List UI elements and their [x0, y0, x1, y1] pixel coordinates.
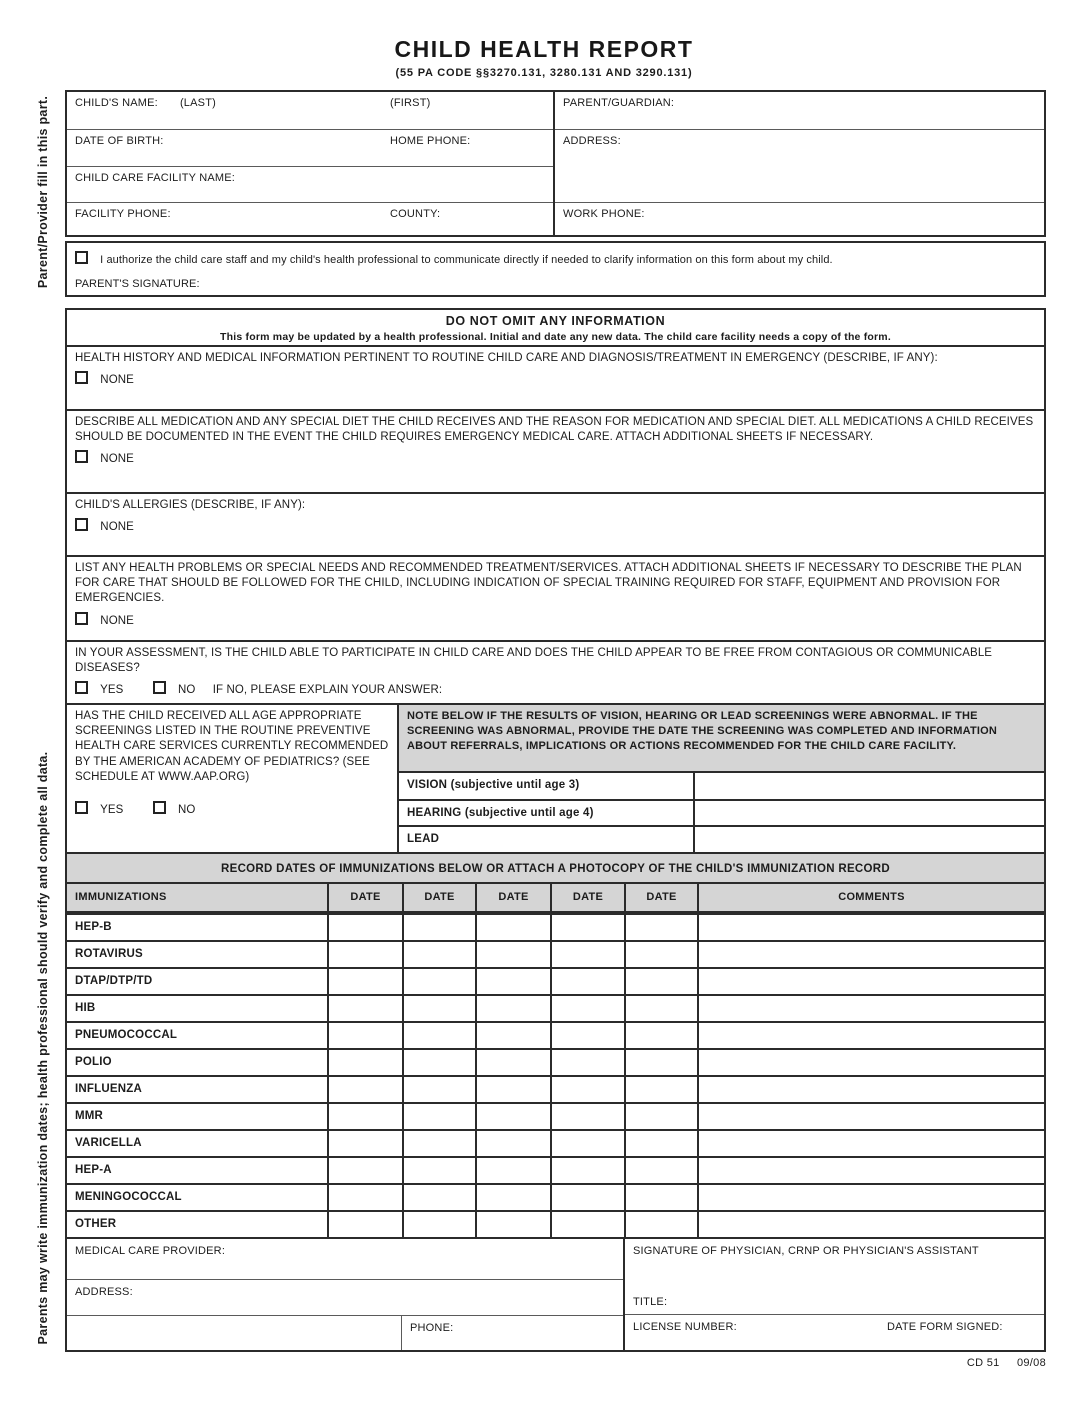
screenings-note: NOTE BELOW IF THE RESULTS OF VISION, HEARING OR LEAD SCREENINGS WERE ABNORMAL. IF THE SCREENING WAS ABNORMAL, PROVIDE THE DATE THE SCREENING WAS COMPLETED AND INFORMATION ABOUT REFERRALS, IMPLICATIONS OR ACTIONS RECOMMENDED FOR THE CHILD CARE FACILITY. — [399, 705, 1044, 771]
address-label: ADDRESS: — [563, 135, 621, 147]
vaccine-label: MENINGOCOCCAL — [75, 1191, 182, 1203]
date-cell[interactable] — [402, 1158, 475, 1183]
screenings-results-cell — [399, 705, 1044, 852]
none-checkbox[interactable] — [75, 612, 88, 625]
section-health-problems[interactable] — [67, 555, 1044, 640]
health-history-none-option — [75, 371, 1036, 388]
date-cell[interactable] — [475, 942, 550, 967]
date-cell[interactable] — [624, 915, 697, 940]
none-checkbox[interactable] — [75, 371, 88, 384]
date-cell[interactable] — [327, 1131, 402, 1156]
none-label: NONE — [100, 521, 134, 534]
vaccine-label: OTHER — [75, 1218, 117, 1230]
assessment-options — [75, 681, 1036, 698]
parent-signature-label: PARENT'S SIGNATURE: — [75, 278, 200, 290]
vaccine-label: PNEUMOCOCCAL — [75, 1029, 178, 1041]
notice-subheading: This form may be updated by a health professional. Initial and date any new data. The child care facility needs a copy of the form. — [220, 330, 891, 343]
date-cell[interactable] — [550, 942, 624, 967]
date-cell[interactable] — [550, 1077, 624, 1102]
comments-cell[interactable] — [697, 915, 1044, 940]
comments-cell[interactable] — [697, 1023, 1044, 1048]
comments-cell[interactable] — [697, 1077, 1044, 1102]
comments-column-header: COMMENTS — [697, 884, 1044, 911]
authorization-text: I authorize the child care staff and my child's health professional to communicate directly if needed to clarify information on this form about my child. — [100, 254, 833, 266]
no-label: NO — [178, 803, 196, 816]
date-cell[interactable] — [550, 1185, 624, 1210]
date-cell[interactable] — [327, 915, 402, 940]
yes-label: YES — [100, 684, 124, 697]
license-date-row[interactable] — [625, 1314, 1044, 1350]
provider-phone-field[interactable] — [402, 1316, 623, 1350]
comments-cell[interactable] — [697, 1212, 1044, 1237]
explain-answer-label: IF NO, PLEASE EXPLAIN YOUR ANSWER: — [212, 684, 443, 697]
form-revision: 09/08 — [1016, 1357, 1046, 1369]
date-cell[interactable] — [327, 1212, 402, 1237]
identity-table — [65, 90, 1046, 237]
authorize-checkbox[interactable] — [75, 251, 88, 264]
identity-left-column — [67, 92, 555, 235]
health-problems-prompt: LIST ANY HEALTH PROBLEMS OR SPECIAL NEEDS AND RECOMMENDED TREATMENT/SERVICES. ATTACH ADDITIONAL SHEETS IF NECESSARY TO DESCRIBE THE PLAN FOR CARE THAT SHOULD BE FOLLOWED FOR THE CHILD, INCLUDING INDICATION OF SPECIAL TRAINING REQUIRED FOR STAFF, EQUIPMENT AND PROVISION FOR EMERGENCIES. — [75, 562, 1022, 605]
date-cell[interactable] — [402, 1077, 475, 1102]
vaccine-label: MMR — [75, 1110, 104, 1122]
physician-title-label: TITLE: — [633, 1296, 668, 1309]
date-cell[interactable] — [402, 1023, 475, 1048]
medication-none-option — [75, 450, 1036, 467]
vaccine-label: ROTAVIRUS — [75, 948, 143, 960]
health-information-box — [65, 308, 1046, 1352]
work-phone-label: WORK PHONE: — [563, 208, 645, 220]
yes-label: YES — [100, 803, 124, 816]
date-cell[interactable] — [402, 969, 475, 994]
date-form-signed-label: DATE FORM SIGNED: — [887, 1321, 1003, 1333]
screenings-options — [75, 801, 389, 818]
date-column-header: DATE — [550, 884, 624, 911]
section-assessment[interactable] — [67, 640, 1044, 703]
child-name-label: CHILD'S NAME: — [75, 97, 158, 109]
lead-result-field[interactable] — [695, 827, 1044, 852]
physician-signature-label: SIGNATURE OF PHYSICIAN, CRNP OR PHYSICIAN'S ASSISTANT — [633, 1245, 979, 1257]
date-cell[interactable] — [550, 915, 624, 940]
provider-right-column — [623, 1239, 1044, 1350]
health-history-prompt: HEALTH HISTORY AND MEDICAL INFORMATION PERTINENT TO ROUTINE CHILD CARE AND DIAGNOSIS/TREATMENT IN EMERGENCY (DESCRIBE, IF ANY): — [75, 352, 938, 364]
date-cell[interactable] — [550, 996, 624, 1021]
date-cell[interactable] — [550, 1158, 624, 1183]
form-number-footer — [65, 1357, 1046, 1369]
physician-signature-field[interactable] — [625, 1239, 1044, 1314]
date-cell[interactable] — [327, 1050, 402, 1075]
date-column-header: DATE — [624, 884, 697, 911]
margin-note-parent-provider: Parent/Provider fill in this part. — [36, 95, 50, 289]
no-label: NO — [178, 684, 196, 697]
comments-cell[interactable] — [697, 969, 1044, 994]
immunization-row-dtap — [67, 967, 1044, 994]
vaccine-label: INFLUENZA — [75, 1083, 142, 1095]
provider-address-field[interactable] — [67, 1279, 623, 1315]
address-field[interactable] — [555, 129, 1044, 202]
vision-row — [399, 771, 1044, 799]
medical-care-provider-field[interactable] — [67, 1239, 623, 1279]
provider-left-column — [67, 1239, 623, 1350]
immunization-header-row — [67, 882, 1044, 911]
date-cell[interactable] — [475, 1023, 550, 1048]
none-checkbox[interactable] — [75, 450, 88, 463]
no-checkbox[interactable] — [153, 801, 166, 814]
facility-name-field[interactable] — [67, 166, 553, 202]
date-cell[interactable] — [550, 1104, 624, 1129]
date-cell[interactable] — [327, 1023, 402, 1048]
license-number-label: LICENSE NUMBER: — [633, 1321, 737, 1333]
date-cell[interactable] — [402, 1212, 475, 1237]
date-cell[interactable] — [402, 996, 475, 1021]
date-cell[interactable] — [327, 1077, 402, 1102]
date-cell[interactable] — [327, 1158, 402, 1183]
home-phone-label: HOME PHONE: — [390, 135, 471, 147]
lead-row — [399, 825, 1044, 852]
vaccine-label: HEP-A — [75, 1164, 112, 1176]
screenings-question-cell — [67, 705, 399, 852]
date-cell[interactable] — [402, 1185, 475, 1210]
date-cell[interactable] — [327, 1185, 402, 1210]
date-cell[interactable] — [475, 1104, 550, 1129]
comments-cell[interactable] — [697, 996, 1044, 1021]
aap-link[interactable]: WWW.AAP.ORG — [158, 770, 246, 783]
page-subtitle: (55 PA CODE §§3270.131, 3280.131 AND 3290.131) — [395, 67, 693, 79]
immunization-row-meningococcal — [67, 1183, 1044, 1210]
margin-note-immunization-dates: Parents may write immunization dates; health professional should verify and complete all data. — [36, 751, 50, 1345]
immunization-row-influenza — [67, 1075, 1044, 1102]
hearing-result-field[interactable] — [695, 801, 1044, 826]
none-label: NONE — [100, 374, 134, 387]
date-cell[interactable] — [475, 996, 550, 1021]
date-cell[interactable] — [475, 1050, 550, 1075]
comments-cell[interactable] — [697, 1185, 1044, 1210]
facility-phone-field[interactable] — [67, 202, 553, 235]
child-name-field[interactable] — [67, 92, 553, 129]
empty-cell — [67, 1316, 402, 1350]
date-column-header: DATE — [327, 884, 402, 911]
section-screenings — [67, 703, 1044, 852]
immunization-row-hepa — [67, 1156, 1044, 1183]
date-cell[interactable] — [624, 1077, 697, 1102]
immunization-row-mmr — [67, 1102, 1044, 1129]
medical-care-provider-label: MEDICAL CARE PROVIDER: — [75, 1245, 226, 1257]
date-cell[interactable] — [550, 1212, 624, 1237]
hearing-row — [399, 799, 1044, 826]
county-label: COUNTY: — [390, 208, 441, 220]
facility-phone-label: FACILITY PHONE: — [75, 208, 171, 220]
notice-heading: DO NOT OMIT ANY INFORMATION — [445, 314, 666, 328]
date-cell[interactable] — [624, 1050, 697, 1075]
date-cell[interactable] — [550, 1131, 624, 1156]
yes-checkbox[interactable] — [75, 801, 88, 814]
date-cell[interactable] — [402, 1131, 475, 1156]
authorization-line — [75, 251, 1036, 266]
vision-result-field[interactable] — [695, 773, 1044, 799]
date-cell[interactable] — [475, 915, 550, 940]
date-cell[interactable] — [327, 1104, 402, 1129]
date-cell[interactable] — [475, 969, 550, 994]
date-column-header: DATE — [475, 884, 550, 911]
immunization-row-rotavirus — [67, 940, 1044, 967]
screenings-question-suffix: ) — [245, 770, 250, 783]
section-medication-diet[interactable] — [67, 409, 1044, 492]
allergies-none-option — [75, 518, 1036, 535]
authorization-box — [65, 241, 1046, 297]
date-column-header: DATE — [402, 884, 475, 911]
date-cell[interactable] — [624, 1158, 697, 1183]
vision-label: VISION (subjective until age 3) — [399, 773, 695, 799]
date-cell[interactable] — [402, 1050, 475, 1075]
yes-checkbox[interactable] — [75, 681, 88, 694]
date-cell[interactable] — [402, 942, 475, 967]
form-code: CD 51 — [966, 1357, 1000, 1369]
immunization-row-other — [67, 1210, 1044, 1237]
comments-cell[interactable] — [697, 1131, 1044, 1156]
none-checkbox[interactable] — [75, 518, 88, 531]
date-cell[interactable] — [624, 1185, 697, 1210]
date-of-birth-label: DATE OF BIRTH: — [75, 135, 164, 147]
date-cell[interactable] — [327, 969, 402, 994]
lead-label: LEAD — [399, 827, 695, 852]
none-label: NONE — [100, 453, 134, 466]
immunization-banner: RECORD DATES OF IMMUNIZATIONS BELOW OR ATTACH A PHOTOCOPY OF THE CHILD'S IMMUNIZATION RECORD — [67, 852, 1044, 882]
immunizations-column-header: IMMUNIZATIONS — [75, 891, 167, 904]
date-cell[interactable] — [475, 1077, 550, 1102]
vaccine-label: DTAP/DTP/TD — [75, 975, 153, 987]
date-cell[interactable] — [550, 969, 624, 994]
no-checkbox[interactable] — [153, 681, 166, 694]
facility-name-label: CHILD CARE FACILITY NAME: — [75, 172, 236, 184]
vaccine-label: HIB — [75, 1002, 96, 1014]
date-cell[interactable] — [624, 996, 697, 1021]
immunization-table-body — [67, 911, 1044, 1237]
comments-cell[interactable] — [697, 1050, 1044, 1075]
medication-diet-prompt: DESCRIBE ALL MEDICATION AND ANY SPECIAL DIET THE CHILD RECEIVES AND THE REASON FOR MEDICATION AND SPECIAL DIET. ALL MEDICATIONS A CHILD RECEIVES SHOULD BE DOCUMENTED IN THE EVENT THE CHILD REQUIRES EMERGENCY MEDICAL CARE. ATTACH ADDITIONAL SHEETS IF NECESSARY. — [75, 416, 1034, 444]
health-problems-none-option — [75, 612, 1036, 629]
hearing-label: HEARING (subjective until age 4) — [399, 801, 695, 826]
comments-cell[interactable] — [697, 1158, 1044, 1183]
provider-phone-label: PHONE: — [410, 1322, 454, 1334]
page-title: CHILD HEALTH REPORT — [394, 36, 694, 62]
date-cell[interactable] — [624, 1104, 697, 1129]
notice-header — [67, 310, 1044, 345]
provider-phone-row — [67, 1315, 623, 1350]
vaccine-label: POLIO — [75, 1056, 112, 1068]
allergies-prompt: CHILD'S ALLERGIES (DESCRIBE, IF ANY): — [75, 499, 306, 511]
date-of-birth-field[interactable] — [67, 129, 553, 166]
first-name-label: (FIRST) — [390, 97, 431, 109]
section-health-history[interactable] — [67, 345, 1044, 409]
date-cell[interactable] — [327, 942, 402, 967]
date-cell[interactable] — [624, 1212, 697, 1237]
immunization-row-hepb — [67, 913, 1044, 940]
identity-right-column — [555, 92, 1044, 235]
date-cell[interactable] — [624, 942, 697, 967]
date-cell[interactable] — [475, 1212, 550, 1237]
parent-guardian-field[interactable] — [555, 92, 1044, 129]
provider-address-label: ADDRESS: — [75, 1286, 133, 1298]
date-cell[interactable] — [475, 1185, 550, 1210]
immunization-row-polio — [67, 1048, 1044, 1075]
date-cell[interactable] — [624, 969, 697, 994]
date-cell[interactable] — [550, 1050, 624, 1075]
immunization-row-pneumococcal — [67, 1021, 1044, 1048]
date-cell[interactable] — [402, 915, 475, 940]
provider-section — [67, 1237, 1044, 1350]
date-cell[interactable] — [402, 1104, 475, 1129]
screenings-question: HAS THE CHILD RECEIVED ALL AGE APPROPRIATE SCREENINGS LISTED IN THE ROUTINE PREVENTIVE HEALTH CARE SERVICES CURRENTLY RECOMMENDED BY THE AMERICAN ACADEMY OF PEDIATRICS? (SEE SCHEDULE AT — [75, 710, 389, 783]
work-phone-field[interactable] — [555, 202, 1044, 235]
vaccine-label: VARICELLA — [75, 1137, 142, 1149]
date-cell[interactable] — [327, 996, 402, 1021]
date-cell[interactable] — [624, 1131, 697, 1156]
date-cell[interactable] — [624, 1023, 697, 1048]
immunization-row-varicella — [67, 1129, 1044, 1156]
assessment-prompt: IN YOUR ASSESSMENT, IS THE CHILD ABLE TO PARTICIPATE IN CHILD CARE AND DOES THE CHILD APPEAR TO BE FREE FROM CONTAGIOUS OR COMMUNICABLE DISEASES? — [75, 647, 993, 675]
immunization-row-hib — [67, 994, 1044, 1021]
date-cell[interactable] — [475, 1158, 550, 1183]
date-cell[interactable] — [550, 1023, 624, 1048]
parent-guardian-label: PARENT/GUARDIAN: — [563, 97, 675, 109]
section-allergies[interactable] — [67, 492, 1044, 555]
vaccine-label: HEP-B — [75, 921, 112, 933]
date-cell[interactable] — [475, 1131, 550, 1156]
comments-cell[interactable] — [697, 1104, 1044, 1129]
comments-cell[interactable] — [697, 942, 1044, 967]
none-label: NONE — [100, 614, 134, 627]
last-name-label: (LAST) — [179, 97, 216, 109]
parent-signature-field[interactable] — [75, 278, 1036, 290]
